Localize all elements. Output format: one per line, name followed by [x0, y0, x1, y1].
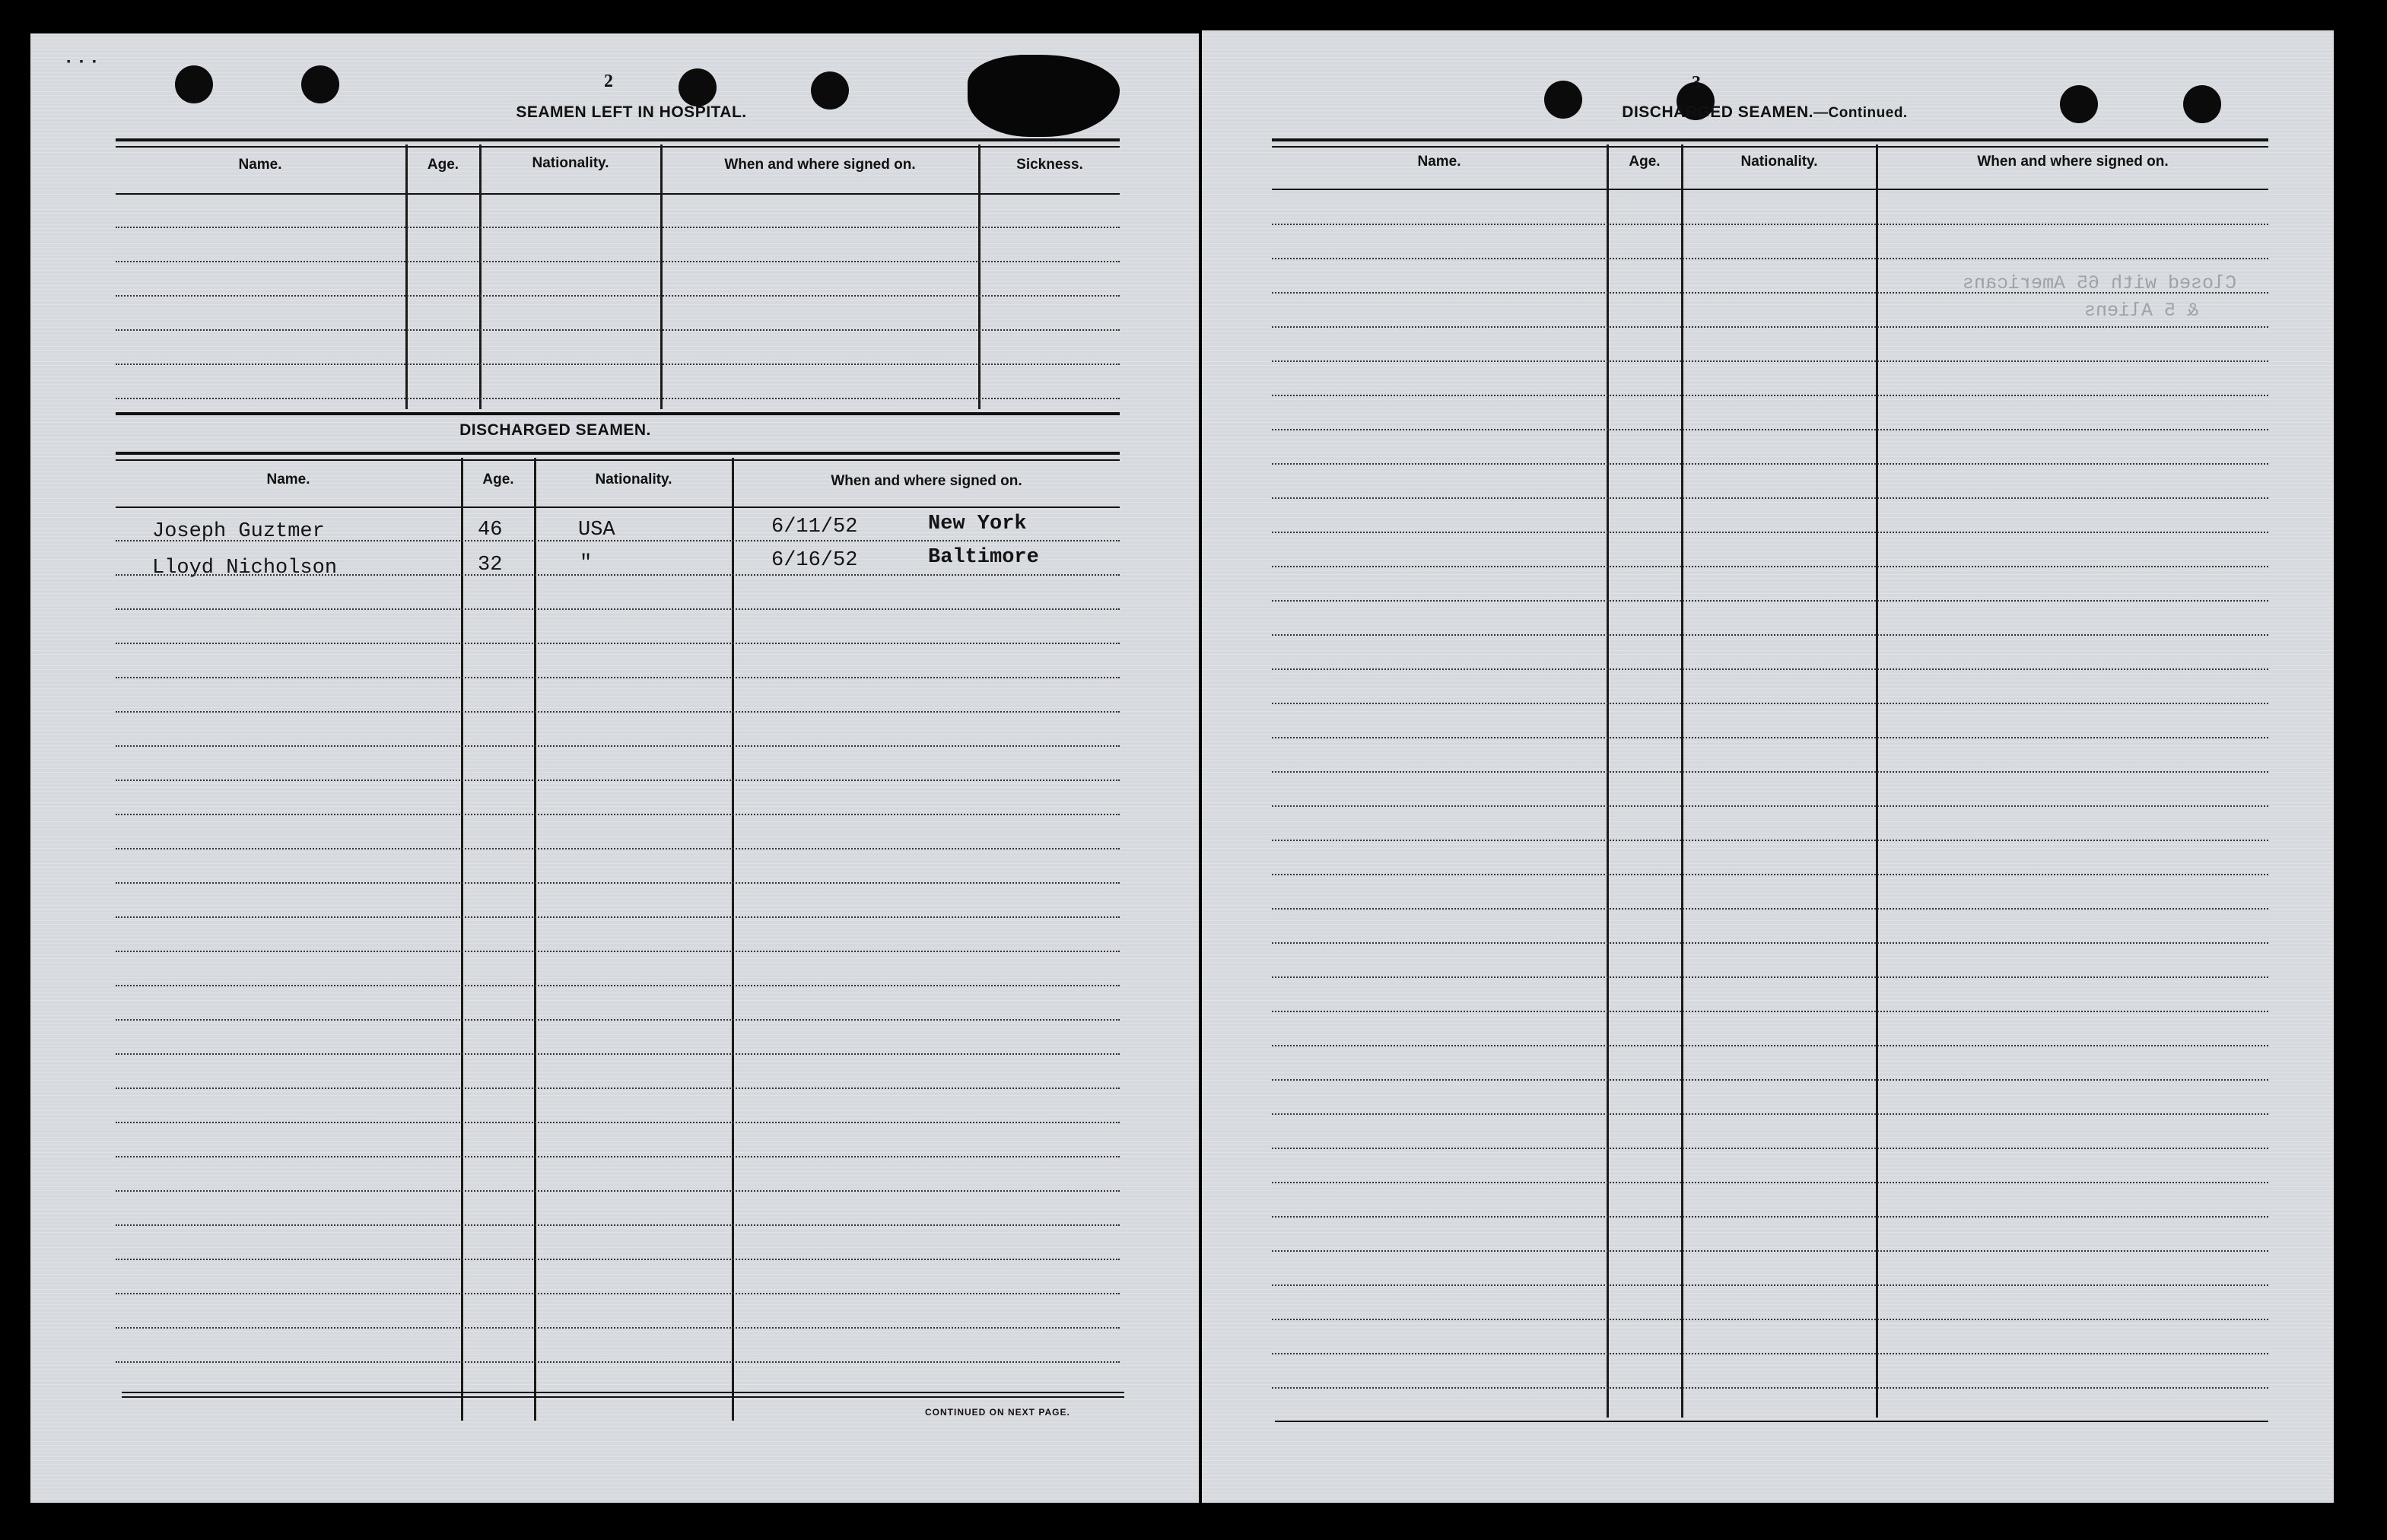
discharged-continued-title — [1613, 103, 1917, 122]
ruled-line — [116, 1327, 1120, 1329]
ruled-line — [116, 1293, 1120, 1294]
signed-on-place: Baltimore — [928, 546, 1039, 569]
punch-hole — [1544, 81, 1582, 119]
bleed-through-text: & 5 Aliens — [2084, 300, 2199, 322]
discharged-col-divider — [461, 458, 463, 1421]
bleed-through-text: Closed with 65 Americans — [1963, 272, 2237, 294]
hospital-col-age: Age. — [427, 157, 459, 173]
ruled-line — [1272, 429, 2268, 430]
signed-on-date: 6/11/52 — [771, 516, 858, 538]
hospital-section-title: SEAMEN LEFT IN HOSPITAL. — [516, 103, 747, 121]
discharged-bottom-rule — [122, 1396, 1124, 1398]
ink-specks: ▪ ▪ ▪ — [65, 56, 98, 68]
ruled-line — [1272, 1148, 2268, 1149]
title-text: DISCHARGED SEAMEN. — [1622, 103, 1813, 121]
ruled-line — [1272, 703, 2268, 704]
hospital-col-divider — [978, 144, 981, 409]
ruled-line — [116, 1361, 1120, 1363]
ruled-line — [1272, 1353, 2268, 1354]
continued-col-divider — [1607, 144, 1609, 1418]
ruled-line — [1272, 1045, 2268, 1046]
ruled-line — [1272, 976, 2268, 978]
left-page — [30, 33, 1199, 1503]
ruled-line — [116, 608, 1120, 610]
ruled-line — [116, 780, 1120, 781]
ruled-line — [1272, 258, 2268, 259]
ruled-line — [1272, 1113, 2268, 1115]
seaman-name: Joseph Guztmer — [152, 520, 325, 543]
seaman-name: Lloyd Nicholson — [152, 557, 338, 579]
ruled-line — [1272, 326, 2268, 328]
ruled-line — [1272, 874, 2268, 875]
ruled-line — [116, 1224, 1120, 1226]
ruled-line — [116, 951, 1120, 952]
ruled-line — [1272, 1284, 2268, 1286]
continued-footer: CONTINUED ON NEXT PAGE. — [925, 1407, 1070, 1418]
ruled-line — [1272, 600, 2268, 602]
continued-table-top-rule — [1272, 138, 2268, 148]
discharged-table-top-rule — [116, 452, 1120, 461]
ruled-line — [116, 882, 1120, 884]
ruled-line — [116, 1019, 1120, 1021]
ruled-line — [116, 329, 1120, 331]
ruled-line — [1272, 1216, 2268, 1218]
ruled-line — [1272, 737, 2268, 738]
discharged-bottom-rule — [122, 1392, 1124, 1393]
continued-header-rule — [1272, 189, 2268, 190]
hospital-col-nationality: Nationality. — [532, 155, 609, 171]
ruled-line — [116, 261, 1120, 262]
ruled-line — [116, 227, 1120, 228]
discharged-title-top-rule — [116, 412, 1120, 415]
ruled-line — [1272, 395, 2268, 396]
discharged-section-title: DISCHARGED SEAMEN. — [459, 421, 651, 439]
ruled-line — [116, 574, 1120, 576]
continued-col-divider — [1681, 144, 1683, 1418]
ruled-line — [116, 916, 1120, 918]
ruled-line — [116, 711, 1120, 713]
ruled-line — [116, 1190, 1120, 1192]
discharged-col-divider — [732, 458, 734, 1421]
discharged-col-signed-on: When and where signed on. — [831, 473, 1022, 489]
ruled-line — [1272, 1182, 2268, 1183]
ruled-line — [116, 1156, 1120, 1157]
punch-hole — [301, 65, 339, 103]
continued-col-divider — [1876, 144, 1878, 1418]
ruled-line — [116, 1053, 1120, 1055]
continued-col-signed-on: When and where signed on. — [1977, 154, 2169, 170]
ruled-line — [1272, 668, 2268, 670]
hospital-col-name: Name. — [238, 157, 282, 173]
ruled-line — [1272, 497, 2268, 499]
ruled-line — [116, 1088, 1120, 1089]
hospital-table-top-rule — [116, 138, 1120, 148]
ruled-line — [1272, 532, 2268, 533]
ruled-line — [116, 295, 1120, 297]
ruled-line — [1272, 840, 2268, 841]
hospital-col-divider — [479, 144, 482, 409]
ruled-line — [116, 1259, 1120, 1260]
title-suffix: —Continued. — [1813, 105, 1908, 121]
page-number: 2 — [604, 71, 613, 91]
ruled-line — [1272, 1319, 2268, 1320]
discharged-col-name: Name. — [266, 472, 310, 487]
ruled-line — [116, 814, 1120, 815]
ruled-line — [116, 540, 1120, 541]
discharged-header-rule — [116, 506, 1120, 508]
ruled-line — [1272, 1011, 2268, 1012]
ruled-line — [1272, 360, 2268, 362]
discharged-col-divider — [534, 458, 536, 1421]
ruled-line — [116, 364, 1120, 365]
ruled-line — [1272, 224, 2268, 225]
ruled-line — [1272, 1387, 2268, 1389]
continued-bottom-rule — [1275, 1421, 2268, 1422]
punch-hole — [2060, 85, 2098, 123]
torn-hole — [968, 55, 1120, 137]
ruled-line — [1272, 566, 2268, 567]
signed-on-place: New York — [928, 513, 1027, 535]
ruled-line — [1272, 463, 2268, 465]
continued-col-nationality: Nationality. — [1740, 154, 1818, 170]
ruled-line — [116, 643, 1120, 644]
seaman-nationality: " — [580, 552, 593, 575]
seaman-age: 46 — [478, 519, 503, 541]
hospital-col-divider — [405, 144, 408, 409]
punch-hole — [679, 68, 717, 106]
punch-hole — [2183, 85, 2221, 123]
ruled-line — [116, 1122, 1120, 1123]
discharged-col-age: Age. — [482, 472, 514, 487]
continued-col-age: Age. — [1629, 154, 1661, 170]
hospital-col-divider — [660, 144, 663, 409]
signed-on-date: 6/16/52 — [771, 549, 858, 572]
ruled-line — [1272, 292, 2268, 294]
ruled-line — [1272, 634, 2268, 636]
ruled-line — [1272, 942, 2268, 944]
punch-hole — [175, 65, 213, 103]
ruled-line — [116, 745, 1120, 747]
hospital-col-signed-on: When and where signed on. — [724, 157, 916, 173]
hospital-header-rule — [116, 193, 1120, 195]
ruled-line — [116, 848, 1120, 849]
seaman-age: 32 — [478, 554, 503, 576]
page-number: 3 — [1692, 73, 1701, 93]
ruled-line — [116, 398, 1120, 399]
ruled-line — [116, 985, 1120, 986]
hospital-col-sickness: Sickness. — [1016, 157, 1083, 173]
ruled-line — [1272, 1250, 2268, 1252]
ruled-line — [1272, 805, 2268, 807]
ruled-line — [1272, 1079, 2268, 1081]
right-page — [1202, 30, 2334, 1503]
ruled-line — [1272, 908, 2268, 910]
ruled-line — [116, 677, 1120, 678]
continued-col-name: Name. — [1417, 154, 1461, 170]
seaman-nationality: USA — [578, 519, 615, 541]
ruled-line — [1272, 771, 2268, 773]
discharged-col-nationality: Nationality. — [595, 472, 672, 487]
